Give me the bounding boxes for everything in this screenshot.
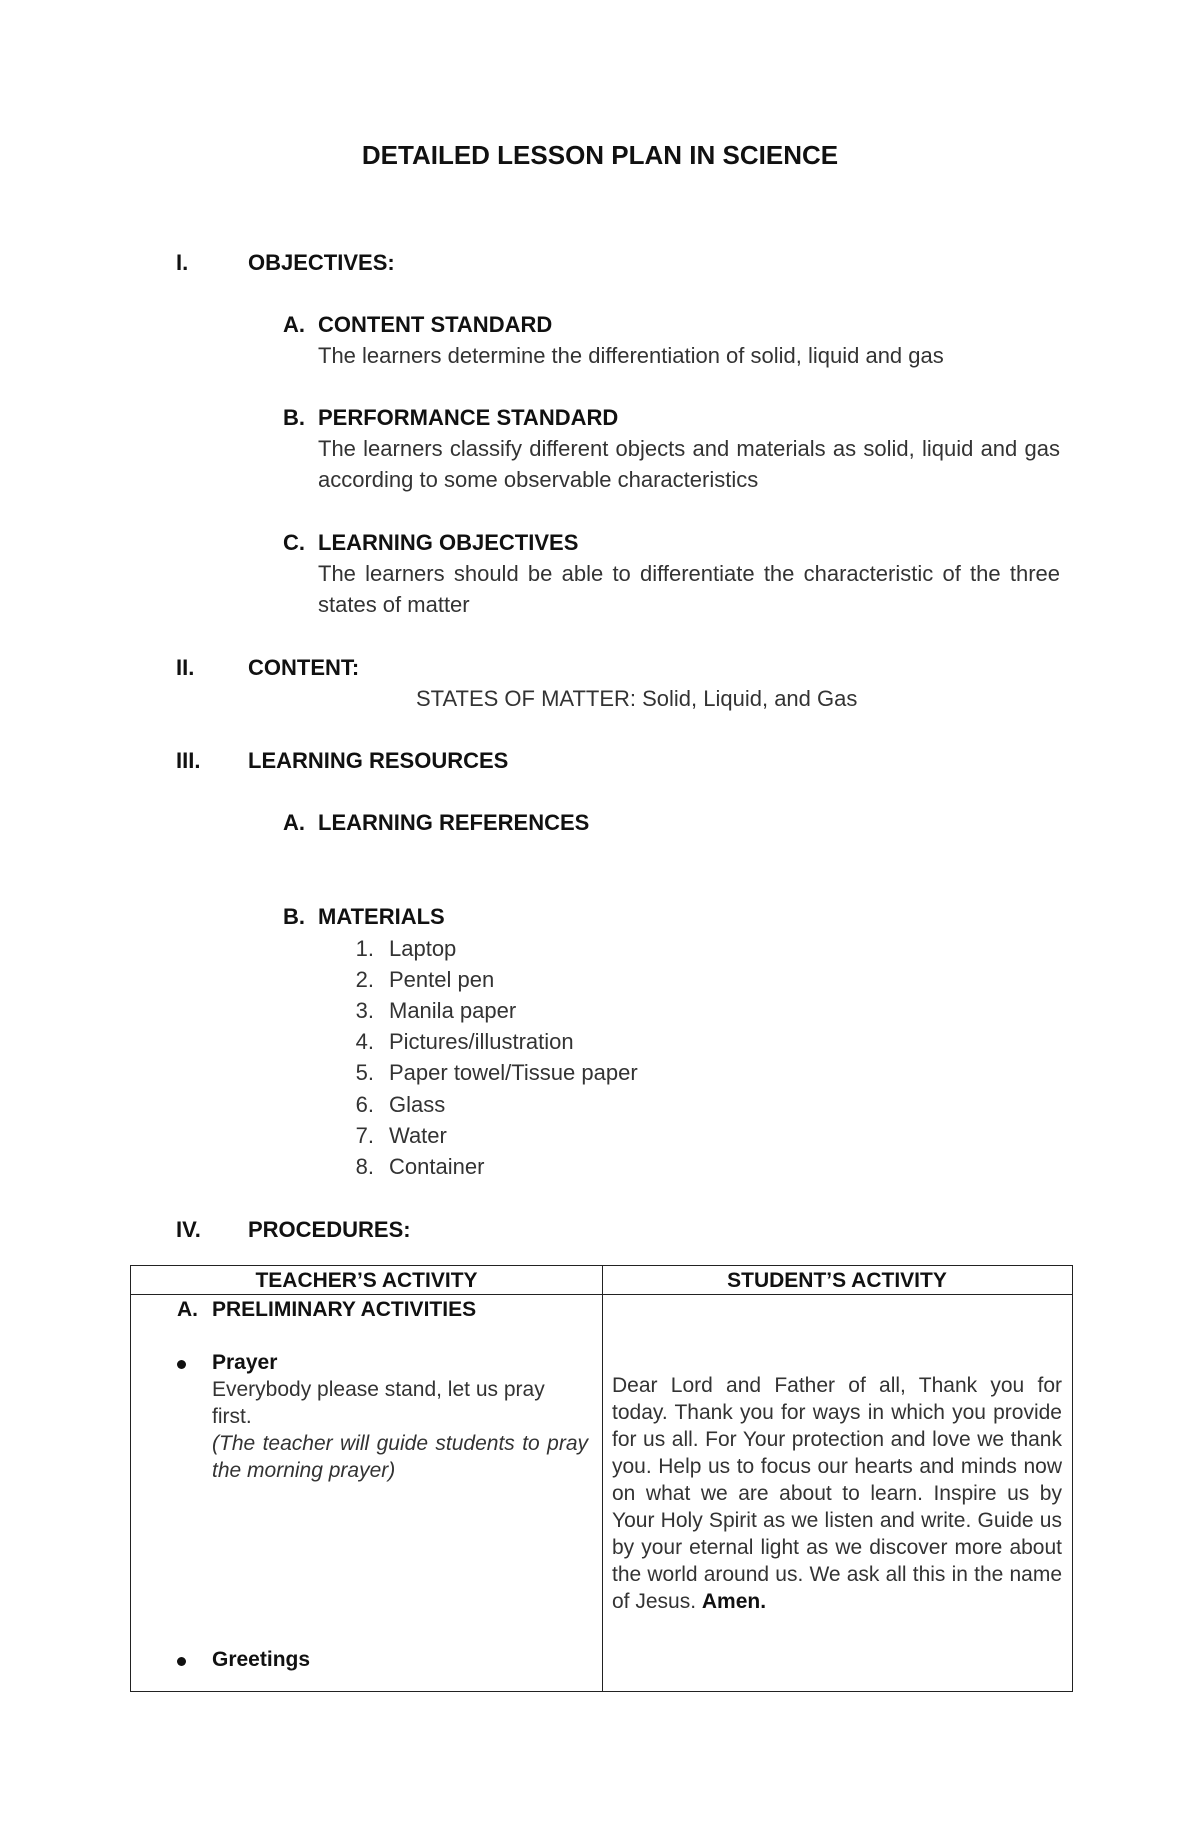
preliminary-title: PRELIMINARY ACTIVITIES [212, 1298, 477, 1321]
content-standard-title: CONTENT STANDARD [318, 312, 553, 337]
bullet-icon [177, 1360, 186, 1369]
section-number-resources: III. [176, 748, 201, 773]
section-title-content: CONTENT: [248, 655, 360, 680]
performance-standard-title: PERFORMANCE STANDARD [318, 405, 619, 430]
list-item-label: Manila paper [389, 998, 517, 1023]
table-column-divider [602, 1266, 603, 1691]
prayer-note: (The teacher will guide students to pray the morning prayer) [212, 1432, 588, 1482]
list-item-label: Pictures/illustration [389, 1029, 574, 1054]
bullet-icon [177, 1657, 186, 1666]
content-standard-text: The learners determine the differentiation of solid, liquid and gas [318, 343, 944, 368]
column-header-student: STUDENT’S ACTIVITY [727, 1269, 947, 1292]
references-title: LEARNING REFERENCES [318, 810, 590, 835]
section-title-objectives: OBJECTIVES: [248, 250, 395, 275]
list-item-number: 1. [355, 936, 374, 961]
document-title: DETAILED LESSON PLAN IN SCIENCE [361, 140, 839, 170]
list-item-label: Paper towel/Tissue paper [389, 1060, 638, 1085]
learning-objectives-text: The learners should be able to differentiate the characteristic of the three states of matter [318, 561, 1060, 617]
materials-letter: B. [283, 904, 305, 929]
list-item-number: 3. [355, 998, 374, 1023]
list-item-label: Container [389, 1154, 485, 1179]
list-item-number: 5. [355, 1060, 374, 1085]
table-header-divider [131, 1294, 1072, 1295]
preliminary-letter: A. [177, 1298, 198, 1321]
references-letter: A. [283, 810, 305, 835]
student-prayer [612, 1372, 1062, 1615]
list-item-number: 2. [355, 967, 374, 992]
content-topic: STATES OF MATTER: Solid, Liquid, and Gas [416, 686, 858, 711]
list-item-number: 4. [355, 1029, 374, 1054]
prayer-instruction: Everybody please stand, let us pray first. [212, 1378, 545, 1428]
list-item-label: Glass [389, 1092, 446, 1117]
list-item-label: Water [389, 1123, 447, 1148]
performance-standard-text: The learners classify different objects and materials as solid, liquid and gas according to some observable characteristics [318, 436, 1060, 492]
prayer-title: Prayer [212, 1351, 278, 1374]
greetings-title: Greetings [212, 1648, 311, 1671]
list-item-label: Pentel pen [389, 967, 495, 992]
list-item-number: 6. [355, 1092, 374, 1117]
section-number-objectives: I. [176, 250, 189, 275]
learning-objectives-letter: C. [283, 530, 305, 555]
section-number-content: II. [176, 655, 195, 680]
list-item-number: 7. [355, 1123, 374, 1148]
student-prayer-amen: Amen. [701, 1590, 767, 1613]
list-item-number: 8. [355, 1154, 374, 1179]
performance-standard-letter: B. [283, 405, 305, 430]
column-header-teacher: TEACHER’S ACTIVITY [255, 1269, 478, 1292]
learning-objectives-title: LEARNING OBJECTIVES [318, 530, 579, 555]
content-standard-letter: A. [283, 312, 305, 337]
section-title-resources: LEARNING RESOURCES [248, 748, 509, 773]
section-title-procedures: PROCEDURES: [248, 1217, 411, 1242]
student-prayer-text: Dear Lord and Father of all, Thank you for today. Thank you for ways in which you provide for us all. For Your protection and love we thank you. Help us to focus our hearts and minds now on what we are about to learn. Inspire us by Your Holy Spirit as we listen and write. Guide us by your eternal light as we discover more about the world around us. We ask all this in the name of Jesus. [612, 1374, 1062, 1613]
procedures-table [130, 1265, 1073, 1692]
materials-title: MATERIALS [318, 904, 445, 929]
section-number-procedures: IV. [176, 1217, 201, 1242]
list-item-label: Laptop [389, 936, 457, 961]
